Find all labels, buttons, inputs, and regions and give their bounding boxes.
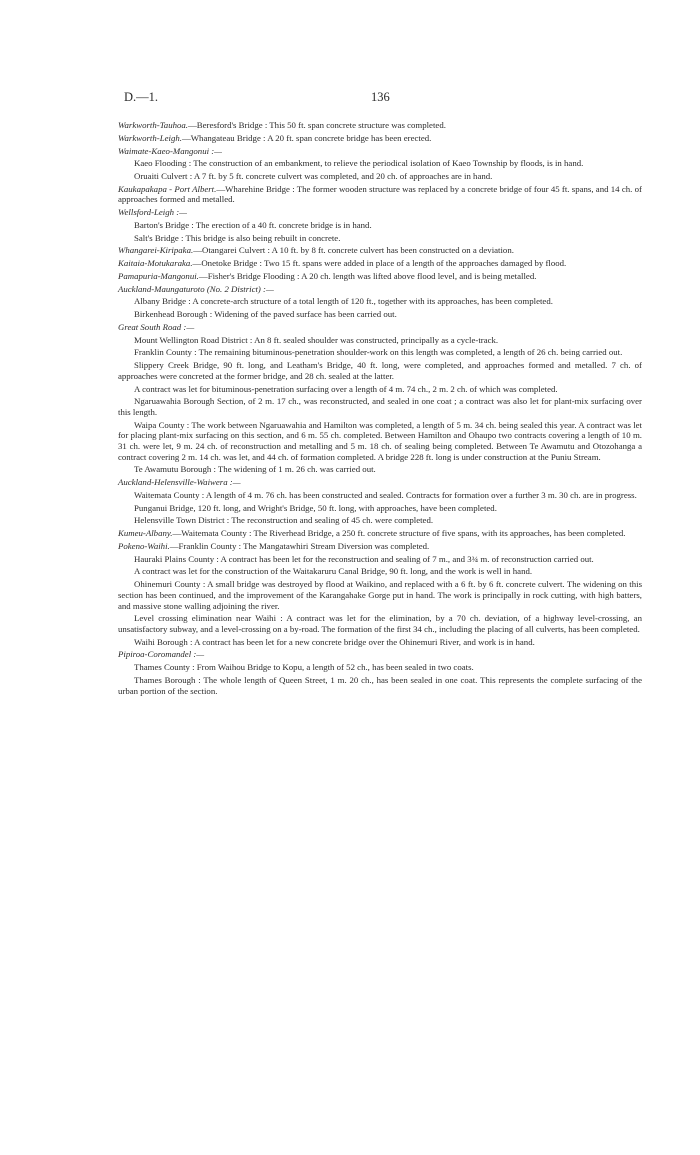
paragraph-text: Punganui Bridge, 120 ft. long, and Wright's Bridge, 50 ft. long, with approaches, have been completed.: [134, 502, 497, 513]
paragraph-text: Waihi Borough : A contract has been let for a new concrete bridge over the Ohinemuri River, and work is in hand.: [134, 636, 535, 647]
section-paragraph: [118, 322, 642, 333]
body-paragraph: [118, 220, 642, 231]
paragraph-text: —Otangarei Culvert : A 10 ft. by 8 ft. concrete culvert has been constructed on a deviation.: [193, 245, 514, 256]
body-paragraph: [118, 347, 642, 358]
paragraph-text: Mount Wellington Road District : An 8 ft. sealed shoulder was constructed, principally as a cycle-track.: [134, 334, 499, 345]
paragraph-text: —Whangateau Bridge : A 20 ft. span concrete bridge has been erected.: [181, 132, 432, 143]
body-paragraph: [118, 503, 642, 514]
section-paragraph: [118, 146, 642, 157]
paragraph-text: A contract was let for the construction of the Waitakaruru Canal Bridge, 90 ft. long, and the work is well in hand.: [134, 566, 533, 577]
section-paragraph: [118, 258, 642, 269]
paragraph-text: Hauraki Plains County : A contract has been let for the reconstruction and sealing of 7 m., and 3¾ m. of reconstruction carried out.: [134, 553, 594, 564]
document-reference: D.—1.: [124, 90, 159, 104]
paragraph-text: Franklin County : The remaining bituminous-penetration shoulder-work on this length was completed, a length of 26 ch. being carried out.: [134, 347, 623, 358]
section-paragraph: [118, 528, 642, 539]
section-heading: Warkworth-Leigh.: [118, 132, 182, 143]
body-paragraph: [118, 490, 642, 501]
paragraph-text: —Onetoke Bridge : Two 15 ft. spans were added in place of a length of the approaches damaged by flood.: [192, 258, 567, 269]
body-paragraph: [118, 420, 642, 463]
section-paragraph: [118, 207, 642, 218]
section-paragraph: [118, 541, 642, 552]
section-heading: Kaukapakapa - Port Albert.: [118, 183, 217, 194]
body-paragraph: [118, 637, 642, 648]
report-body: [118, 120, 642, 698]
section-paragraph: [118, 271, 642, 282]
body-paragraph: [118, 171, 642, 182]
paragraph-text: Waipa County : The work between Ngaruawahia and Hamilton was completed, a length of 5 m. 34 ch. being sealed this year. A contract was let for placing plant-mix surfacing on this section, and 6 m. 55 ch. completed. Between Hamilton and Ohaupo two contracts covering a length of 10 m. 31 ch. were let, 9 m. 24 ch. of reconstruction and metalling and 5 m. 18 ch. of sealing being completed. Between Te Awamutu and Otozohanga a contract covering 2 m. 14 ch. was let, and 44 ch. of formation completed. A bridge 228 ft. long is under construction at the Puniu Stream.: [118, 419, 642, 462]
body-paragraph: [118, 515, 642, 526]
body-paragraph: [118, 566, 642, 577]
section-heading: Whangarei-Kiripaka.: [118, 245, 194, 256]
section-paragraph: [118, 184, 642, 205]
body-paragraph: [118, 335, 642, 346]
section-heading: Waimate-Kaeo-Mangonui :—: [118, 145, 223, 156]
section-heading: Pipiroa-Coromandel :—: [118, 649, 205, 660]
section-heading: Wellsford-Leigh :—: [118, 207, 187, 218]
body-paragraph: [118, 384, 642, 395]
body-paragraph: [118, 579, 642, 611]
paragraph-text: Kaeo Flooding : The construction of an embankment, to relieve the periodical isolation of Kaeo Township by floods, is in hand.: [134, 158, 584, 169]
section-paragraph: [118, 284, 642, 295]
paragraph-text: Ngaruawahia Borough Section, of 2 m. 17 ch., was reconstructed, and sealed in one coat ; a contract was also let for plant-mix surfacing over this length.: [118, 396, 642, 417]
body-paragraph: [118, 296, 642, 307]
body-paragraph: [118, 158, 642, 169]
paragraph-text: —Fisher's Bridge Flooding : A 20 ch. length was lifted above flood level, and is being metalled.: [198, 270, 537, 281]
section-heading: Kumeu-Albany.: [118, 528, 173, 539]
paragraph-text: Birkenhead Borough : Widening of the paved surface has been carried out.: [134, 309, 397, 320]
body-paragraph: [118, 396, 642, 417]
paragraph-text: Helensville Town District : The reconstruction and sealing of 45 ch. were completed.: [134, 515, 434, 526]
paragraph-text: —Beresford's Bridge : This 50 ft. span concrete structure was completed.: [187, 120, 446, 130]
paragraph-text: Barton's Bridge : The erection of a 40 ft. concrete bridge is in hand.: [134, 219, 372, 230]
body-paragraph: [118, 360, 642, 381]
paragraph-text: A contract was let for bituminous-penetration surfacing over a length of 4 m. 74 ch., 2 m. 2 ch. of which was completed.: [134, 383, 558, 394]
paragraph-text: Thames County : From Waihou Bridge to Kopu, a length of 52 ch., has been sealed in two coats.: [134, 662, 474, 673]
body-paragraph: [118, 309, 642, 320]
paragraph-text: Salt's Bridge : This bridge is also being rebuilt in concrete.: [134, 232, 341, 243]
body-paragraph: [118, 662, 642, 673]
paragraph-text: Thames Borough : The whole length of Queen Street, 1 m. 20 ch., has been sealed in one coat. This represents the complete surfacing of the urban portion of the section.: [118, 674, 642, 696]
section-paragraph: [118, 245, 642, 256]
section-heading: Auckland-Maungaturoto (No. 2 District) :—: [118, 283, 274, 294]
body-paragraph: [118, 464, 642, 475]
section-paragraph: [118, 133, 642, 144]
paragraph-text: —Waitemata County : The Riverhead Bridge, a 250 ft. concrete structure of five spans, with its approaches, has been completed.: [172, 528, 626, 539]
body-paragraph: [118, 613, 642, 634]
paragraph-text: Ohinemuri County : A small bridge was destroyed by flood at Waikino, and replaced with a 6 ft. by 6 ft. concrete culvert. The widening on this section has been continued, and the improvement of the Karangahake Gorge put in hand. The work is principally in rock cutting, with high batters, and massive stone walling adjoining the river.: [118, 579, 642, 611]
paragraph-text: Slippery Creek Bridge, 90 ft. long, and Leatham's Bridge, 40 ft. long, were completed, and approaches formed and metalled. 7 ch. of approaches were concreted at the former bridge, and 28 ch. sealed at the latter.: [118, 360, 642, 381]
paragraph-text: Waitemata County : A length of 4 m. 76 ch. has been constructed and sealed. Contracts for formation over a further 3 m. 30 ch. are in progress.: [134, 489, 637, 500]
section-heading: Auckland-Helensville-Waiwera :—: [118, 477, 241, 488]
section-paragraph: [118, 120, 642, 131]
body-paragraph: [118, 675, 642, 696]
section-paragraph: [118, 649, 642, 660]
paragraph-text: —Franklin County : The Mangatawhiri Stream Diversion was completed.: [169, 540, 430, 551]
paragraph-text: Oruaiti Culvert : A 7 ft. by 5 ft. concrete culvert was completed, and 20 ch. of approaches are in hand.: [134, 171, 493, 181]
page-number: 136: [371, 90, 390, 104]
section-paragraph: [118, 477, 642, 488]
paragraph-text: Albany Bridge : A concrete-arch structure of a total length of 120 ft., together with its approaches, has been completed.: [134, 296, 553, 307]
section-heading: Pokeno-Waihi.: [118, 540, 170, 551]
paragraph-text: Te Awamutu Borough : The widening of 1 m. 26 ch. was carried out.: [134, 464, 376, 475]
section-heading: Pamapuria-Mangonui.: [118, 270, 199, 281]
section-heading: Kaitaia-Motukaraka.: [118, 258, 193, 269]
paragraph-text: —Wharehine Bridge : The former wooden structure was replaced by a concrete bridge of four 45 ft. spans, and 14 ch. of approaches formed and metalled.: [118, 183, 642, 205]
section-heading: Warkworth-Tauhoa.: [118, 120, 188, 130]
section-heading: Great South Road :—: [118, 321, 195, 332]
body-paragraph: [118, 554, 642, 565]
body-paragraph: [118, 233, 642, 244]
paragraph-text: Level crossing elimination near Waihi : A contract was let for the elimination, by a 70 ch. deviation, of a highway level-crossing, an unsatisfactory subway, and a level-crossing on a by-road. The formation of the first 34 ch., including the placing of all culverts, has been completed.: [118, 613, 642, 634]
